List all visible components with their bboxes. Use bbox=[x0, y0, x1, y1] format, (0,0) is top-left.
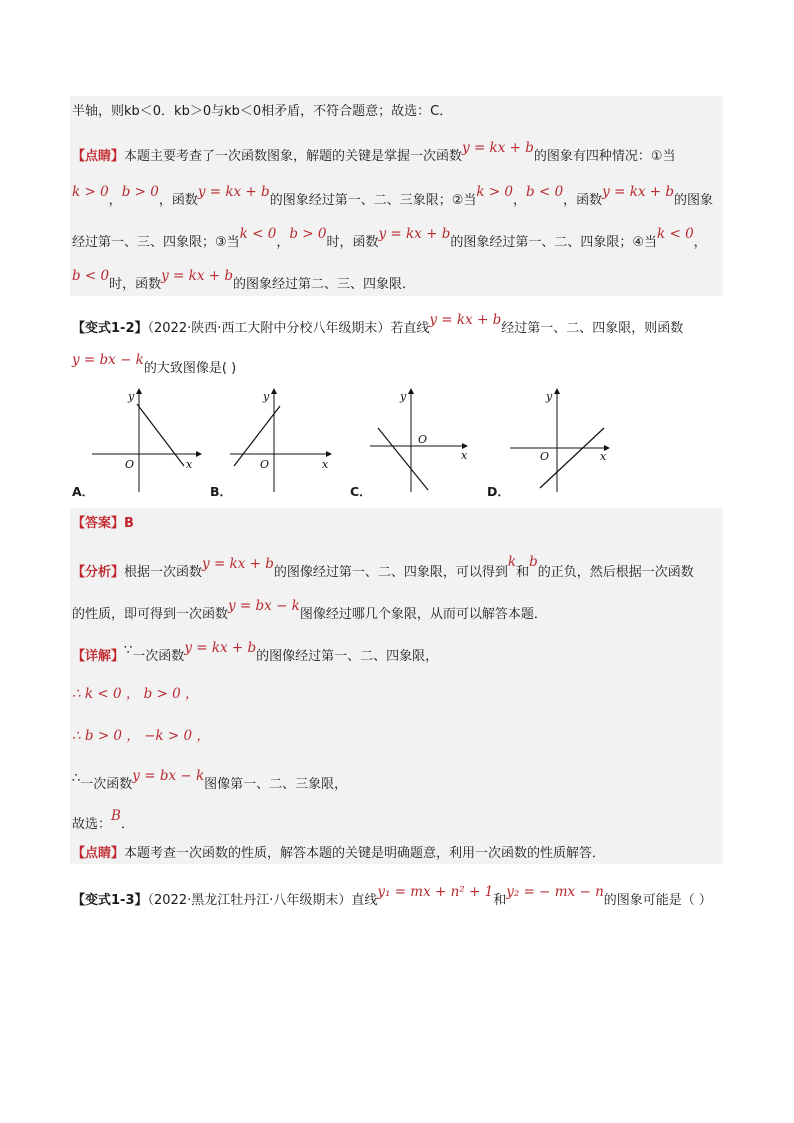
option-b-label[interactable]: B． bbox=[210, 484, 233, 499]
formula: k bbox=[507, 554, 517, 570]
option-b-graph bbox=[230, 388, 380, 496]
formula: y = kx + b bbox=[184, 640, 257, 656]
formula: y = bx − k bbox=[132, 768, 205, 784]
x-label: x bbox=[322, 458, 329, 471]
text: ，函数 bbox=[563, 193, 603, 208]
text: 的大致图像是( ) bbox=[143, 361, 237, 376]
formula: b < 0 bbox=[72, 268, 110, 284]
text: 时，函数 bbox=[109, 277, 162, 292]
y-arrow bbox=[136, 388, 142, 394]
x-arrow bbox=[326, 451, 332, 457]
text: 经过第一、三、四象限；③当 bbox=[72, 235, 240, 250]
formula: y = kx + b bbox=[161, 268, 233, 284]
text: 的图象经过第二、三、四象限． bbox=[233, 277, 416, 292]
solution-text: 半轴，则kb＜0．kb＞0与kb＜0相矛盾，不符合题意；故选：C． bbox=[72, 104, 453, 119]
answer-value: B bbox=[124, 516, 134, 531]
detail-line-1 bbox=[72, 640, 732, 668]
analysis-line-1 bbox=[72, 554, 732, 584]
x-label: x bbox=[461, 449, 468, 462]
dianjing-line-1 bbox=[72, 140, 732, 168]
text: 的图象经过第一、二、三象限；②当 bbox=[269, 193, 477, 208]
detail-line-4 bbox=[72, 768, 732, 796]
text: 图像第一、二、三象限， bbox=[204, 777, 348, 792]
text: ． bbox=[120, 817, 134, 832]
option-d-label[interactable]: D． bbox=[487, 484, 510, 499]
formula: y = bx − k bbox=[72, 352, 144, 368]
question2-tag: 【变式1-3】 bbox=[72, 893, 148, 908]
formula: y = kx + b bbox=[202, 556, 274, 572]
text: 的图像经过第一、二、四象限，可以得到 bbox=[273, 565, 508, 580]
question-line-1 bbox=[72, 312, 732, 340]
solution-line bbox=[72, 102, 732, 124]
text: 一次函数 bbox=[132, 649, 185, 664]
y-label: y bbox=[400, 390, 407, 403]
formula: y = kx + b bbox=[462, 140, 534, 156]
x-label: x bbox=[600, 450, 607, 463]
formula: k > 0 bbox=[476, 184, 514, 200]
function-line bbox=[137, 404, 184, 466]
text: ， bbox=[693, 235, 707, 250]
text: 的图像经过第一、二、四象限， bbox=[256, 649, 439, 664]
dianjing-line-3 bbox=[72, 226, 732, 254]
formula: y₂ = − mx − n bbox=[506, 884, 604, 900]
formula: B bbox=[111, 808, 121, 824]
text: ，函数 bbox=[158, 193, 198, 208]
formula: b < 0 bbox=[526, 184, 564, 200]
text: 和 bbox=[516, 565, 530, 580]
detail-line-5 bbox=[72, 808, 732, 836]
formula: y = kx + b bbox=[378, 226, 451, 242]
question-source: （2022·陕西·西工大附中分校八年级期末）若直线 bbox=[147, 321, 430, 336]
x-label: x bbox=[186, 458, 193, 471]
option-c-label[interactable]: C． bbox=[350, 484, 372, 499]
y-label: y bbox=[128, 390, 135, 403]
text: 时，函数 bbox=[326, 235, 379, 250]
answer-tag: 【答案】 bbox=[72, 516, 125, 531]
text: 的性质，即可得到一次函数 bbox=[72, 607, 229, 622]
formula: y = bx − k bbox=[228, 598, 300, 614]
origin-label: O bbox=[540, 450, 550, 463]
analysis-tag: 【分析】 bbox=[72, 565, 125, 580]
formula: ∴ b > 0 ， −k > 0 ， bbox=[72, 728, 210, 744]
x-arrow bbox=[196, 451, 202, 457]
analysis-line-2 bbox=[72, 598, 732, 626]
option-d-graph bbox=[510, 388, 660, 496]
text: 经过第一、二、四象限，则函数 bbox=[501, 321, 684, 336]
text: 的图象有四种情况：①当 bbox=[533, 149, 676, 164]
formula: y = kx + b bbox=[197, 184, 270, 200]
formula: y = kx + b bbox=[602, 184, 675, 200]
text: ， bbox=[276, 235, 290, 250]
question2-source: （2022·黑龙江牡丹江·八年级期末）直线 bbox=[147, 893, 378, 908]
text: 的正负，然后根据一次函数 bbox=[537, 565, 694, 580]
dianjing-line-4 bbox=[72, 268, 732, 296]
function-line bbox=[540, 428, 604, 488]
formula: k < 0 bbox=[657, 226, 694, 242]
text: 的图象 bbox=[674, 193, 714, 208]
option-c-graph bbox=[370, 388, 520, 496]
y-arrow bbox=[408, 388, 414, 394]
text: 和 bbox=[493, 893, 507, 908]
text: 一次函数 bbox=[80, 777, 133, 792]
option-a-label[interactable]: A． bbox=[72, 484, 95, 499]
text: ， bbox=[108, 193, 122, 208]
dianjing2-tag: 【点睛】 bbox=[72, 846, 125, 861]
y-label: y bbox=[546, 390, 553, 403]
because-symbol: ∵ bbox=[124, 643, 133, 658]
origin-label: O bbox=[125, 458, 135, 471]
therefore-symbol: ∴ bbox=[72, 771, 81, 786]
detail-line-3 bbox=[72, 726, 732, 748]
text: 本题主要考查了一次函数图象，解题的关键是掌握一次函数 bbox=[124, 149, 463, 164]
text: 根据一次函数 bbox=[124, 565, 203, 580]
dianjing-line-2 bbox=[72, 184, 732, 212]
answer-line bbox=[72, 514, 732, 536]
dianjing-tag: 【点睛】 bbox=[72, 149, 125, 164]
text: 的图象可能是（ ） bbox=[603, 893, 712, 908]
origin-label: O bbox=[260, 458, 270, 471]
y-label: y bbox=[263, 390, 270, 403]
option-a-graph bbox=[92, 388, 242, 496]
origin-label: O bbox=[418, 433, 428, 446]
formula: y = kx + b bbox=[429, 312, 502, 328]
formula: k > 0 bbox=[72, 184, 109, 200]
formula: k < 0 bbox=[239, 226, 277, 242]
detail-line-2 bbox=[72, 684, 732, 706]
question-tag: 【变式1-2】 bbox=[72, 321, 148, 336]
formula: b bbox=[529, 554, 538, 570]
dianjing2-line bbox=[72, 844, 732, 866]
text: 本题考查一次函数的性质，解答本题的关键是明确题意，利用一次函数的性质解答． bbox=[124, 846, 606, 861]
y-arrow bbox=[271, 388, 277, 394]
question2-line bbox=[72, 884, 732, 912]
y-arrow bbox=[554, 388, 560, 394]
text: 图像经过哪几个象限，从而可以解答本题． bbox=[299, 607, 547, 622]
formula: ∴ k < 0 ， b > 0 ， bbox=[72, 686, 199, 702]
text: ， bbox=[513, 193, 527, 208]
function-line bbox=[234, 406, 280, 466]
detail-tag: 【详解】 bbox=[72, 649, 125, 664]
question-line-2 bbox=[72, 352, 732, 380]
formula: b > 0 bbox=[289, 226, 327, 242]
text: 故选： bbox=[72, 817, 112, 832]
formula: b > 0 bbox=[121, 184, 159, 200]
formula: y₁ = mx + n² + 1 bbox=[377, 884, 494, 900]
text: 的图象经过第一、二、四象限；④当 bbox=[450, 235, 657, 250]
